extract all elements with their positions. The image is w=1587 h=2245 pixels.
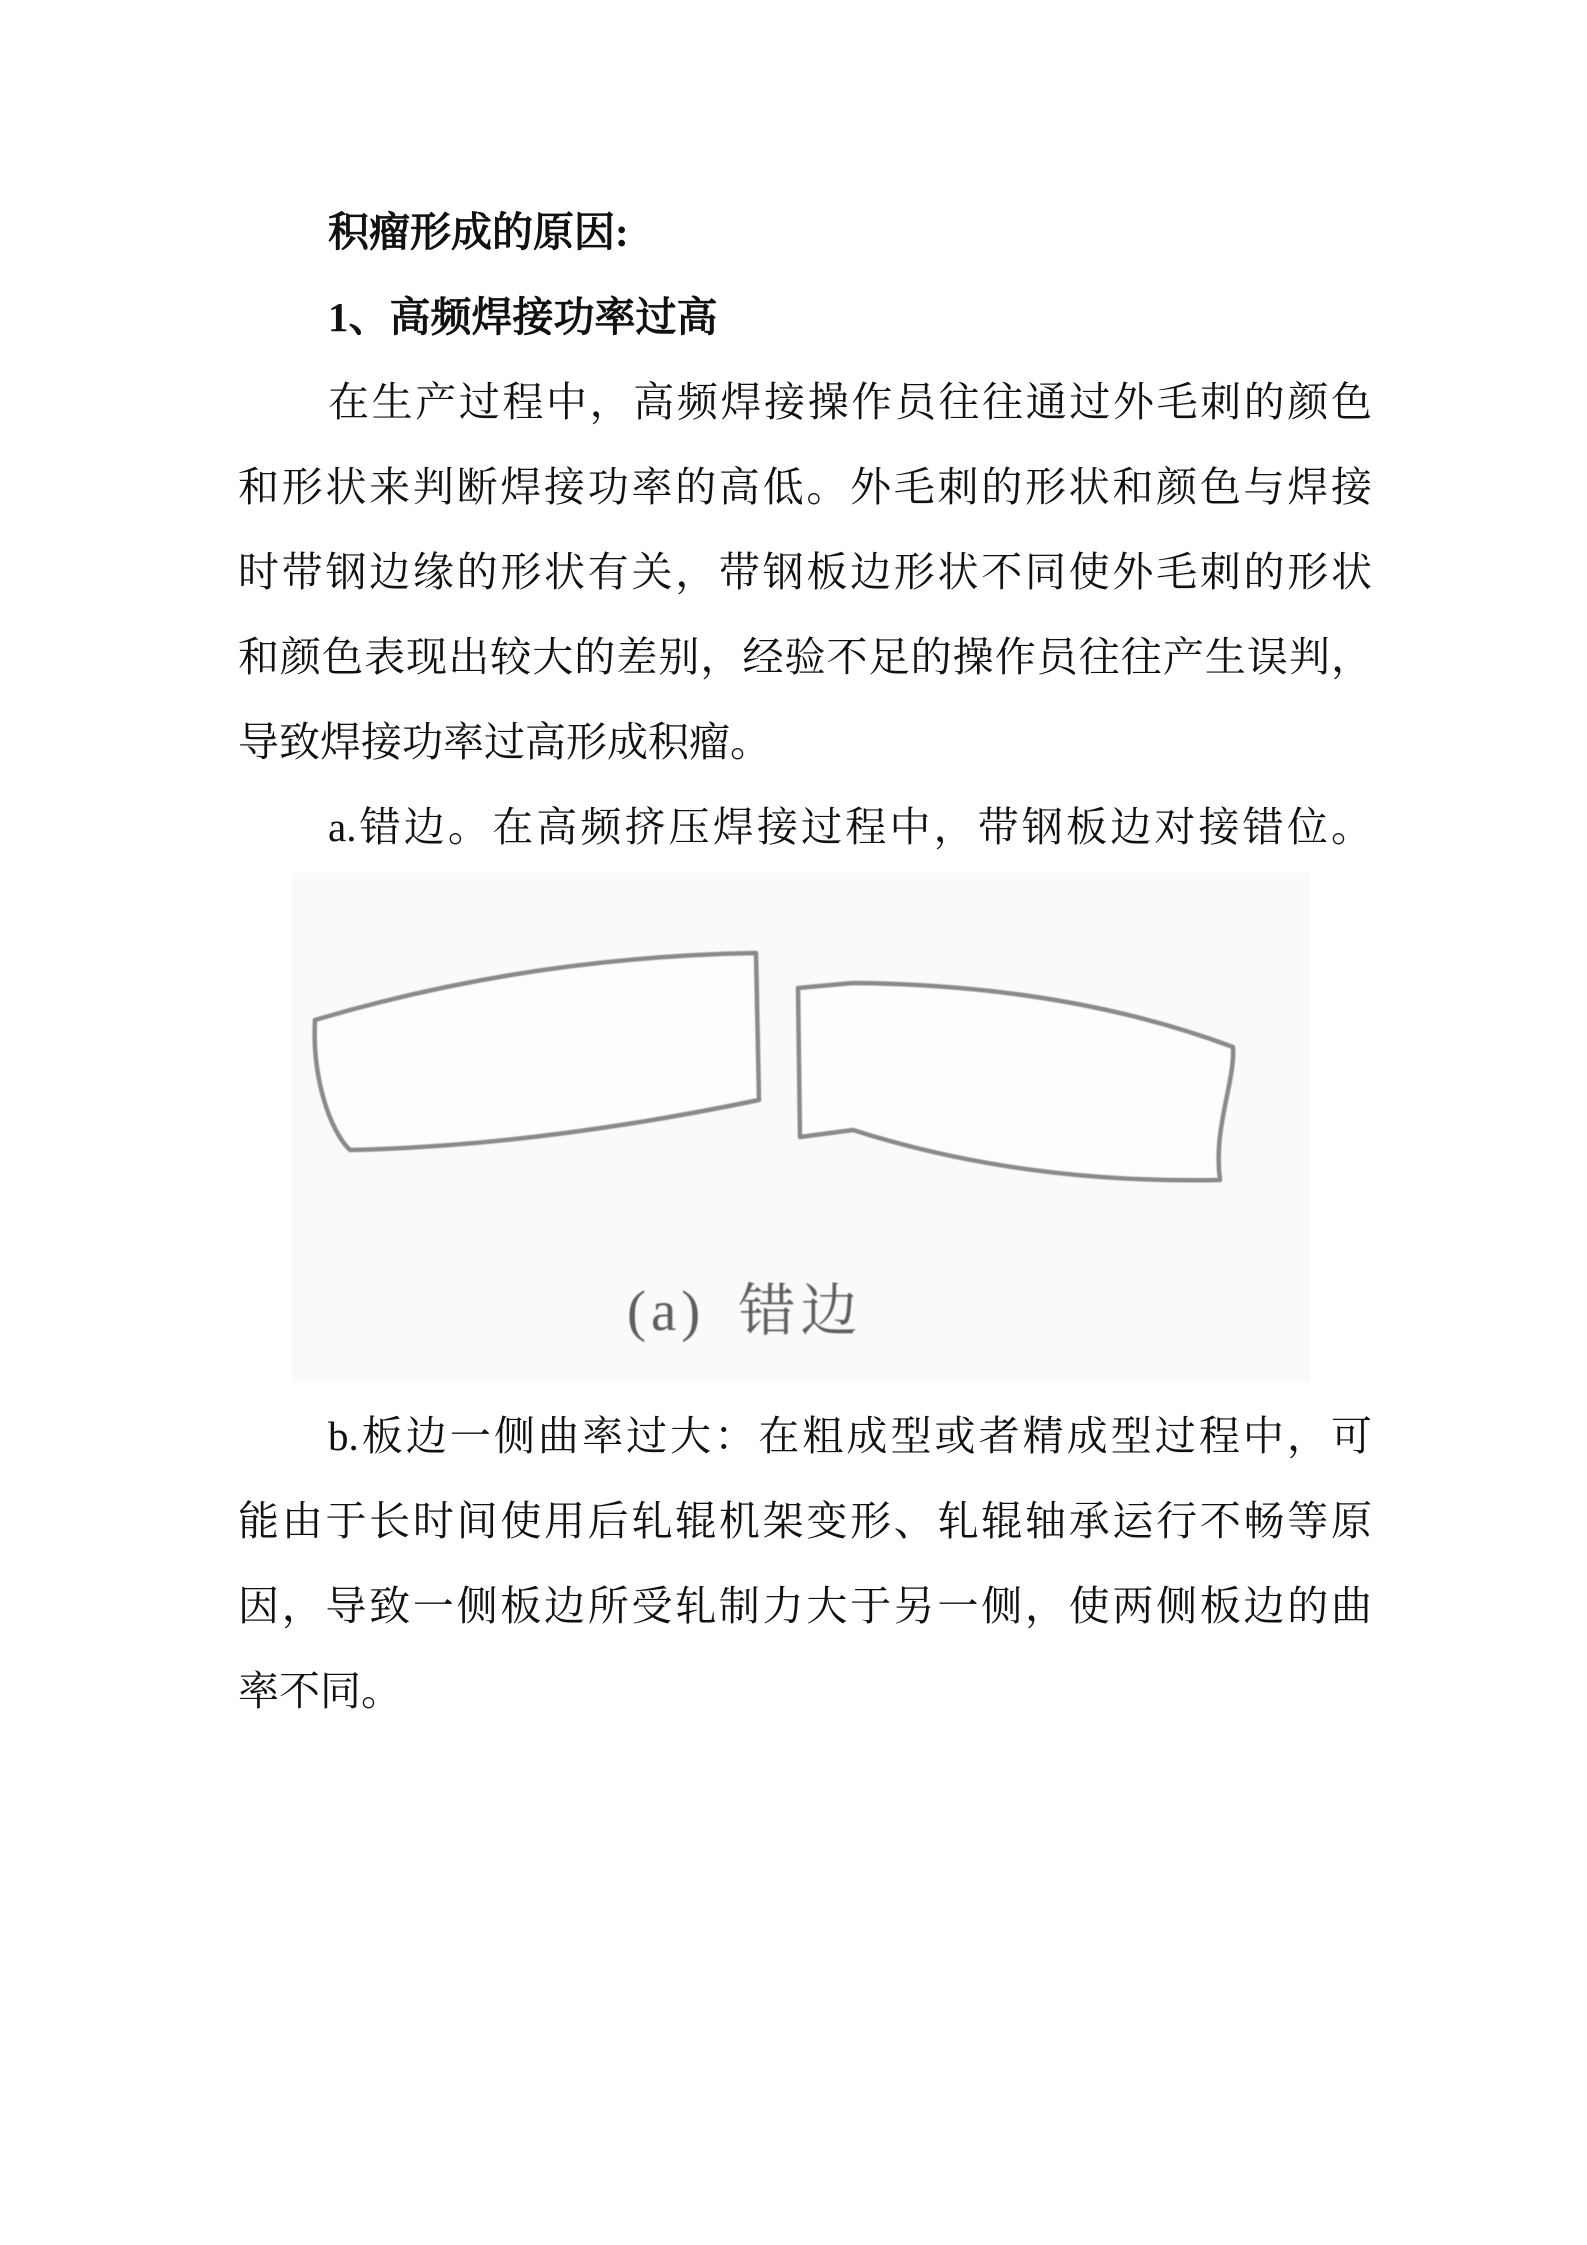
para3-line-2: 能由于长时间使用后轧辊机架变形、轧辊轴承运行不畅等原: [238, 1498, 1372, 1544]
right-plate-shape: [798, 983, 1233, 1180]
para2-line-1: a.错边。在高频挤压焊接过程中，带钢板边对接错位。: [328, 804, 1372, 850]
para1-line-3: 时带钢边缘的形状有关，带钢板边形状不同使外毛刺的形状: [238, 549, 1372, 595]
para1-line-4: 和颜色表现出较大的差别，经验不足的操作员往往产生误判，: [238, 634, 1372, 680]
left-plate-shape: [315, 953, 759, 1150]
section-heading: 1、高频焊接功率过高: [328, 294, 718, 340]
para1-line-5: 导致焊接功率过高形成积瘤。: [238, 719, 771, 765]
figure-a-misalignment: [292, 873, 1310, 1382]
doc-title: 积瘤形成的原因:: [328, 209, 629, 255]
document-content: [238, 190, 1372, 1734]
para1-line-1: 在生产过程中，高频焊接操作员往往通过外毛刺的颜色: [328, 379, 1372, 425]
figure-caption: (a) 错边: [627, 1280, 863, 1343]
para1-line-2: 和形状来判断焊接功率的高低。外毛刺的形状和颜色与焊接: [238, 464, 1372, 510]
para3-line-4: 率不同。: [238, 1668, 402, 1714]
para3-line-1: b.板边一侧曲率过大：在粗成型或者精成型过程中，可: [328, 1413, 1372, 1459]
para3-line-3: 因，导致一侧板边所受轧制力大于另一侧，使两侧板边的曲: [238, 1583, 1372, 1629]
